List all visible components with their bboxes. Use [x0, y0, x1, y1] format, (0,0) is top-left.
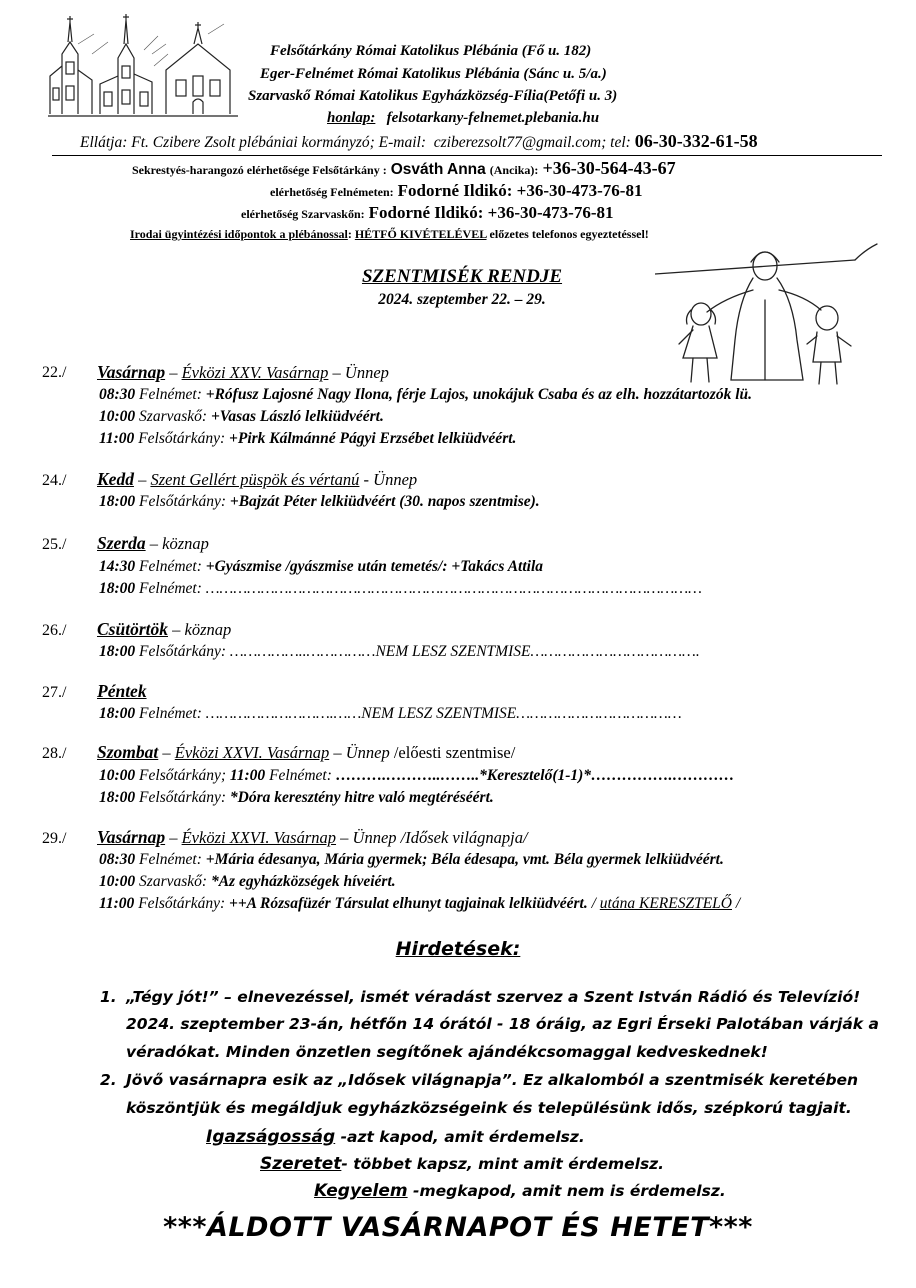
office-hours-exception: HÉTFŐ KIVÉTELÉVEL [354, 227, 487, 241]
mass-time: 18:00 [99, 789, 136, 806]
church-illustration [48, 14, 238, 122]
mass-place: Felsőtárkány: [135, 789, 226, 806]
mass-place: Szarvaskő: [135, 873, 208, 890]
mass-time: 10:00 [99, 767, 136, 784]
felnemet-contact-value: Fodorné Ildikó: +36-30-473-76-81 [397, 181, 643, 200]
day-28-feast: Évközi XXVI. Vasárnap [174, 743, 330, 762]
mass-place: Felnémet: [265, 767, 332, 784]
virtue-word: Igazságosság [206, 1127, 336, 1147]
mass-time: 11:00 [99, 430, 135, 447]
phone-number[interactable]: 06-30-332-61-58 [634, 131, 758, 151]
sacristan-contact [132, 158, 676, 179]
mass-place: Felsőtárkány: [134, 895, 226, 912]
mass-line [99, 643, 700, 661]
mass-line [99, 386, 752, 404]
parish-line-felsotarkany: Felsőtárkány Római Katolikus Plébánia (Fő u. 182) [270, 43, 592, 59]
homepage-link[interactable]: felsotarkany-felnemet.plebania.hu [386, 110, 600, 126]
office-hours-note: előzetes telefonos egyeztetéssel! [486, 227, 649, 241]
saint-with-children-illustration [655, 240, 880, 390]
announcement-line: köszöntjük és megáldjuk egyházközségeink és településünk idős, szépkorú tagjait. [126, 1099, 852, 1117]
day-27-name: Péntek [97, 681, 147, 701]
day-24-rank: - Ünnep [359, 470, 418, 489]
mass-line [99, 873, 396, 891]
day-28-sep: – [158, 743, 175, 762]
day-27-heading [97, 681, 147, 702]
mass-intention: ……………………….……NEM LESZ SZENTMISE……………………………… [201, 705, 682, 722]
mass-line [99, 767, 734, 785]
day-26-heading [97, 619, 231, 640]
day-22-rank: – Ünnep [328, 363, 389, 382]
day-29-feast: Évközi XXVI. Vasárnap [181, 828, 337, 847]
priest-line [80, 131, 758, 152]
day-29-name: Vasárnap [97, 827, 166, 847]
day-28-extra: /előesti szentmise/ [393, 743, 516, 762]
mass-line [99, 493, 540, 511]
day-22-name: Vasárnap [97, 362, 166, 382]
mass-intention: ……………..……………NEM LESZ SZENTMISE………………………………. [226, 643, 700, 660]
mass-line [99, 705, 682, 723]
virtue-text: -azt kapod, amit érdemelsz. [335, 1128, 585, 1146]
day-27-number: 27./ [42, 684, 67, 701]
mass-intention: *Dóra keresztény hitre való megtéréséért. [226, 789, 494, 806]
virtue-text: - többet kapsz, mint amit érdemelsz. [341, 1155, 665, 1173]
day-26-sep: – [168, 620, 185, 639]
header-divider [52, 155, 882, 156]
mass-line [99, 408, 384, 426]
virtue-grace [314, 1181, 726, 1201]
mass-time: 10:00 [99, 873, 136, 890]
day-29-heading [97, 827, 528, 848]
mass-intention: ……….………..……..*Keresztelő(1-1)*…………….………… [331, 767, 735, 784]
mass-line [99, 430, 516, 448]
day-25-number: 25./ [42, 536, 67, 553]
day-28-number: 28./ [42, 745, 67, 762]
page-title: SZENTMISÉK RENDJE [361, 266, 563, 287]
announcement-1-number: 1. [100, 988, 117, 1006]
mass-place: Felsőtárkány: [135, 493, 226, 510]
mass-place: Szarvaskő: [135, 408, 208, 425]
announcement-line: Jövő vasárnapra esik az „Idősek világnapja”. Ez alkalomból a szentmisék keretében [126, 1071, 859, 1089]
mass-time: 14:30 [99, 558, 136, 575]
date-range: 2024. szeptember 22. – 29. [378, 291, 546, 308]
day-22-feast: Évközi XXV. Vasárnap [181, 363, 329, 382]
mass-tail: / [587, 895, 600, 912]
mass-time: 08:30 [99, 851, 136, 868]
mass-place: Felnémet: [135, 851, 202, 868]
mass-place: Felsőtárkány: [134, 430, 226, 447]
szarvasko-contact [241, 203, 614, 223]
mass-intention: ……………………………………………………………………………………………… [201, 580, 702, 597]
mass-time: 08:30 [99, 386, 136, 403]
felnemet-contact-label: elérhetőség Felnémeten: [270, 185, 394, 199]
homepage-label: honlap: [327, 110, 376, 126]
felnemet-contact [270, 181, 642, 201]
closing-blessing: ***ÁLDOTT VASÁRNAPOT ÉS HETET*** [163, 1212, 753, 1243]
baptism-note: utána KERESZTELŐ [599, 895, 732, 912]
day-25-sep: – [145, 534, 163, 553]
mass-line [99, 789, 494, 807]
day-24-sep: – [133, 470, 151, 489]
szarvasko-contact-value: Fodorné Ildikó: +36-30-473-76-81 [368, 203, 614, 222]
email-link[interactable]: cziberezsolt77@gmail.com; [433, 134, 607, 151]
mass-intention: *Az egyházközségek híveiért. [207, 873, 396, 890]
office-hours-colon: : [347, 227, 355, 241]
mass-place: Felnémet: [135, 580, 202, 597]
mass-time: 11:00 [229, 767, 266, 784]
sacristan-phone[interactable]: +36-30-564-43-67 [542, 158, 676, 178]
mass-line [99, 851, 724, 869]
sacristan-name: Osváth Anna [390, 161, 486, 178]
homepage-line [327, 110, 599, 127]
mass-place: Felsőtárkány: [135, 643, 226, 660]
day-28-name: Szombat [97, 742, 159, 762]
virtue-justice [206, 1127, 585, 1147]
announcement-line: „Tégy jót!” – elnevezéssel, ismét véradást szervez a Szent István Rádió és Televízió! [126, 988, 861, 1006]
day-25-heading [97, 533, 209, 554]
day-22-heading [97, 362, 389, 383]
day-26-number: 26./ [42, 622, 67, 639]
sacristan-nick: (Ancika): [489, 163, 539, 177]
mass-line [99, 580, 702, 598]
mass-place: Felsőtárkány; [135, 767, 230, 784]
day-25-name: Szerda [97, 533, 146, 553]
day-24-name: Kedd [97, 469, 134, 489]
mass-intention: +Vasas László lelkiüdvéért. [207, 408, 384, 425]
day-22-number: 22./ [42, 364, 67, 381]
mass-intention: +Bajzát Péter lelkiüdvéért (30. napos szentmise). [226, 493, 540, 510]
announcements-heading: Hirdetések: [395, 938, 521, 960]
office-hours [130, 227, 649, 242]
mass-place: Felnémet: [135, 386, 202, 403]
announcement-2-number: 2. [100, 1071, 117, 1089]
announcement-line: 2024. szeptember 23-án, hétfőn 14 órától - 18 óráig, az Egri Érseki Palotában várják a [126, 1015, 879, 1033]
day-24-heading [97, 469, 417, 490]
day-24-feast: Szent Gellért püspök és vértanú [150, 470, 360, 489]
tel-label: tel: [610, 134, 631, 151]
mass-time: 18:00 [99, 643, 136, 660]
sacristan-label: Sekrestyés-harangozó elérhetősége Felsőtárkány : [132, 163, 387, 177]
day-28-heading [97, 742, 515, 763]
mass-intention: +Rófusz Lajosné Nagy Ilona, férje Lajos, unokájuk Csaba és az elh. hozzátartozók lü. [201, 386, 752, 403]
szarvasko-contact-label: elérhetőség Szarvaskőn: [241, 207, 365, 221]
virtue-text: -megkapod, amit nem is érdemelsz. [407, 1182, 726, 1200]
virtue-word: Szeretet [260, 1154, 342, 1174]
virtue-word: Kegyelem [314, 1181, 408, 1201]
office-hours-label: Irodai ügyintézési időpontok a plébánossal [130, 227, 348, 241]
mass-time: 18:00 [99, 705, 136, 722]
mass-intention: ++A Rózsafüzér Társulat elhunyt tagjainak lelkiüdvéért. [225, 895, 588, 912]
mass-intention: +Pirk Kálmánné Págyi Erzsébet lelkiüdvéért. [225, 430, 517, 447]
mass-place: Felnémet: [135, 705, 202, 722]
mass-tail: / [732, 895, 741, 912]
mass-intention: +Gyászmise /gyászmise után temetés/: +Takács Attila [201, 558, 544, 575]
priest-info: Ellátja: Ft. Czibere Zsolt plébániai kormányzó; E-mail: [80, 134, 426, 151]
day-29-sep: – [165, 828, 182, 847]
virtue-love [260, 1154, 664, 1174]
parish-line-felnemet: Eger-Felnémet Római Katolikus Plébánia (Sánc u. 5/a.) [260, 66, 607, 82]
mass-time: 18:00 [99, 493, 136, 510]
day-24-number: 24./ [42, 472, 67, 489]
day-22-sep: – [165, 363, 182, 382]
day-26-rank: köznap [184, 620, 232, 639]
mass-time: 18:00 [99, 580, 136, 597]
day-29-rank: – Ünnep /Idősek világnapja/ [336, 828, 528, 847]
day-25-rank: köznap [162, 534, 209, 553]
day-28-rank: – Ünnep [329, 743, 394, 762]
announcement-line: véradókat. Minden önzetlen segítőnek ajándékcsomaggal kedveskednek! [126, 1043, 768, 1061]
parish-line-szarvasko: Szarvaskő Római Katolikus Egyházközség-Fília(Petőfi u. 3) [248, 88, 618, 104]
day-26-name: Csütörtök [97, 619, 168, 639]
mass-line [99, 895, 740, 913]
mass-line [99, 558, 543, 576]
mass-time: 10:00 [99, 408, 136, 425]
mass-place: Felnémet: [135, 558, 202, 575]
day-29-number: 29./ [42, 830, 67, 847]
mass-time: 11:00 [99, 895, 135, 912]
mass-intention: +Mária édesanya, Mária gyermek; Béla édesapa, vmt. Béla gyermek lelkiüdvéért. [201, 851, 724, 868]
